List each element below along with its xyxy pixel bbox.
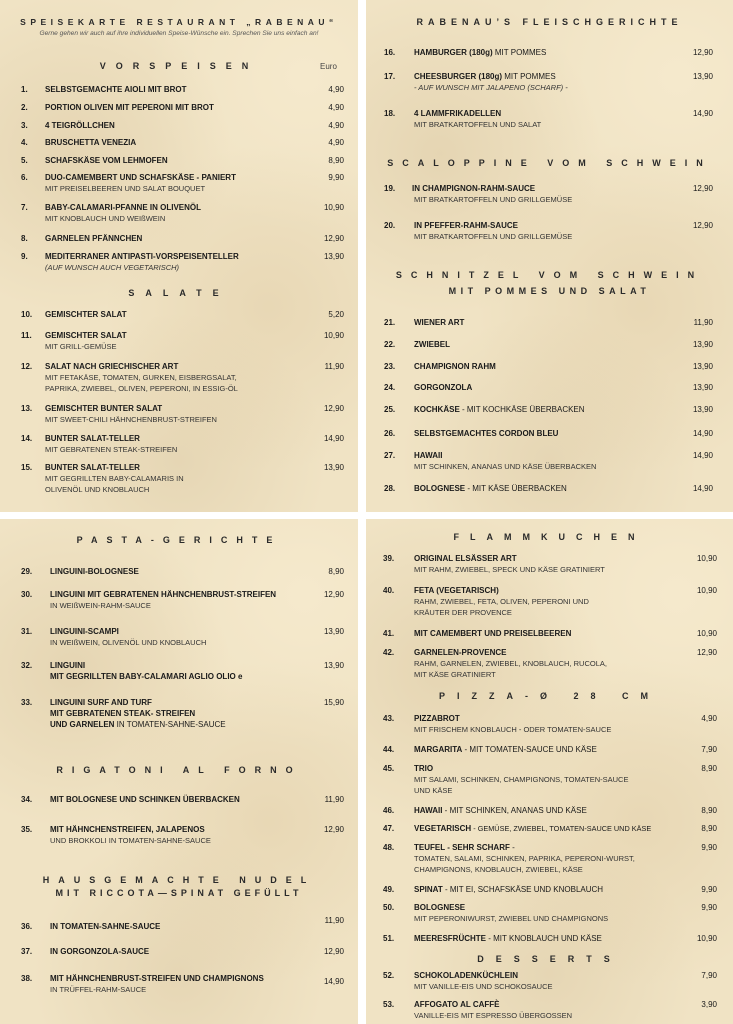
item-price: 10,90 bbox=[696, 629, 717, 638]
item-price: 11,90 bbox=[693, 318, 713, 327]
item-number: 50. bbox=[383, 903, 395, 912]
item-name: BUNTER SALAT-TELLER bbox=[45, 434, 140, 443]
section-heading-pasta: PASTA-GERICHTE bbox=[76, 535, 282, 545]
item-name: 4 LAMMFRIKADELLEN bbox=[414, 109, 502, 118]
item-price: 13,90 bbox=[692, 405, 713, 414]
item-name: ORIGINAL ELSÄSSER ART bbox=[414, 554, 517, 563]
section-heading-vorspeisen: VORSPEISEN bbox=[99, 61, 259, 71]
item-name: SCHOKOLADENKÜCHLEIN bbox=[414, 971, 518, 980]
item-name-rest: IN TOMATEN-SAHNE-SAUCE bbox=[114, 720, 226, 729]
item-description: UND KÄSE bbox=[414, 786, 453, 795]
section-heading-schnitzel: SCHNITZEL VOM SCHWEIN bbox=[395, 270, 704, 280]
item-number: 6. bbox=[21, 173, 28, 182]
item-number: 21. bbox=[384, 318, 396, 327]
item-number: 45. bbox=[383, 764, 395, 773]
item-name: IN CHAMPIGNON-RAHM-SAUCE bbox=[412, 184, 536, 193]
item-number: 31. bbox=[21, 627, 33, 636]
item-number: 23. bbox=[384, 362, 396, 371]
item-number: 1. bbox=[21, 85, 28, 94]
item-name: SELBSTGEMACHTE AIOLI MIT BROT bbox=[45, 85, 187, 94]
item-price: 15,90 bbox=[323, 698, 344, 707]
item-name: VEGETARISCH bbox=[414, 824, 472, 833]
item-number: 52. bbox=[383, 971, 395, 980]
item-name: DUO-CAMEMBERT UND SCHAFSKÄSE - PANIERT bbox=[45, 173, 236, 182]
item-number: 15. bbox=[21, 463, 33, 472]
item-name: MARGARITA bbox=[414, 745, 463, 754]
panel-flammkuchen-pizza-desserts bbox=[366, 519, 733, 1024]
item-number: 47. bbox=[383, 824, 395, 833]
item-description: MIT PREISELBEEREN UND SALAT BOUQUET bbox=[45, 184, 206, 193]
item-name: GARNELEN PFÄNNCHEN bbox=[45, 234, 143, 243]
item-price: 4,90 bbox=[328, 85, 344, 94]
item-description: MIT GRILL-GEMÜSE bbox=[45, 342, 117, 351]
item-name: SALAT NACH GRIECHISCHER ART bbox=[45, 362, 179, 371]
item-description: MIT GEBRATENEN STEAK-STREIFEN bbox=[45, 445, 178, 454]
item-name: WIENER ART bbox=[414, 318, 465, 327]
item-name-line2: MIT GEGRILLTEN BABY-CALAMARI AGLIO OLIO e bbox=[50, 672, 243, 681]
item-number: 43. bbox=[383, 714, 395, 723]
item-price: 13,90 bbox=[323, 463, 344, 472]
item-name-rest: - MIT EI, SCHAFSKÄSE UND KNOBLAUCH bbox=[442, 885, 604, 894]
item-price: 10,90 bbox=[696, 586, 717, 595]
item-name: GORGONZOLA bbox=[414, 383, 473, 392]
item-number: 20. bbox=[384, 221, 396, 230]
item-name: BOLOGNESE bbox=[414, 903, 466, 912]
section-heading-desserts: DESSERTS bbox=[477, 954, 622, 964]
item-name: MIT HÄHNCHENSTREIFEN, JALAPENOS bbox=[50, 825, 205, 834]
item-description: MIT GEGRILLTEN BABY-CALAMARIS IN bbox=[45, 474, 184, 483]
item-number: 27. bbox=[384, 451, 396, 460]
item-name-rest: - MIT TOMATEN-SAUCE UND KÄSE bbox=[462, 745, 597, 754]
item-price: 14,90 bbox=[323, 977, 344, 986]
item-price: 9,90 bbox=[701, 903, 717, 912]
item-number: 51. bbox=[383, 934, 395, 943]
item-name: LINGUINI-SCAMPI bbox=[50, 627, 119, 636]
item-number: 30. bbox=[21, 590, 33, 599]
item-name-rest: MIT POMMES bbox=[492, 48, 547, 57]
item-number: 38. bbox=[21, 974, 33, 983]
section-heading-flammkuchen: FLAMMKUCHEN bbox=[453, 532, 646, 542]
item-price: 12,90 bbox=[323, 404, 344, 413]
item-price: 12,90 bbox=[692, 221, 713, 230]
item-description: RAHM, ZWIEBEL, FETA, OLIVEN, PEPERONI UND bbox=[414, 597, 589, 606]
item-description: MIT SWEET-CHILI HÄHNCHENBRUST-STREIFEN bbox=[45, 415, 217, 424]
item-number: 39. bbox=[383, 554, 395, 563]
item-name: LINGUINI bbox=[50, 661, 86, 670]
item-description: MIT KÄSE GRATINIERT bbox=[414, 670, 496, 679]
item-name: SPINAT bbox=[414, 885, 443, 894]
item-description: MIT BRATKARTOFFELN UND SALAT bbox=[414, 120, 542, 129]
section-subheading-nudel: MIT RICCOTA—SPINAT GEFÜLLT bbox=[55, 888, 303, 898]
section-subheading-schnitzel: MIT POMMES UND SALAT bbox=[448, 286, 651, 296]
item-number: 32. bbox=[21, 661, 33, 670]
item-price: 12,90 bbox=[323, 234, 344, 243]
item-description: MIT VANILLE-EIS UND SCHOKOSAUCE bbox=[414, 982, 553, 991]
item-description: CHAMPIGNONS, KNOBLAUCH, ZWIEBEL, KÄSE bbox=[414, 865, 583, 874]
section-heading-pizza: PIZZA-Ø 28 CM bbox=[438, 691, 660, 701]
item-number: 44. bbox=[383, 745, 395, 754]
item-price: 14,90 bbox=[692, 451, 713, 460]
item-number: 9. bbox=[21, 252, 28, 261]
item-price: 13,90 bbox=[692, 340, 713, 349]
item-price: 7,90 bbox=[701, 745, 717, 754]
item-name: HAWAII bbox=[414, 806, 443, 815]
item-number: 22. bbox=[384, 340, 396, 349]
item-number: 37. bbox=[21, 947, 33, 956]
item-price: 14,90 bbox=[692, 429, 713, 438]
item-name: GEMISCHTER SALAT bbox=[45, 310, 127, 319]
item-name: FETA (VEGETARISCH) bbox=[414, 586, 499, 595]
item-number: 46. bbox=[383, 806, 395, 815]
item-price: 14,90 bbox=[692, 109, 713, 118]
item-price: 13,90 bbox=[323, 661, 344, 670]
item-name: BOLOGNESE bbox=[414, 484, 466, 493]
item-number: 11. bbox=[21, 331, 32, 340]
item-name: CHEESBURGER (180g) bbox=[414, 72, 503, 81]
item-description: MIT FRISCHEM KNOBLAUCH - ODER TOMATEN-SAUCE bbox=[414, 725, 612, 734]
section-heading-rigatoni: RIGATONI AL FORNO bbox=[56, 765, 302, 775]
item-price: 13,90 bbox=[692, 362, 713, 371]
item-name-rest: - MIT KÄSE ÜBERBACKEN bbox=[465, 484, 567, 493]
item-number: 42. bbox=[383, 648, 395, 657]
item-name: MEDITERRANER ANTIPASTI-VORSPEISENTELLER bbox=[45, 252, 239, 261]
item-description: MIT BRATKARTOFFELN UND GRILLGEMÜSE bbox=[414, 195, 573, 204]
item-name: SCHAFSKÄSE VOM LEHMOFEN bbox=[45, 156, 168, 165]
item-number: 53. bbox=[383, 1000, 395, 1009]
item-price: 9,90 bbox=[701, 843, 717, 852]
item-name: IN PFEFFER-RAHM-SAUCE bbox=[414, 221, 518, 230]
item-description: IN WEIßWEIN-RAHM-SAUCE bbox=[50, 601, 151, 610]
item-description: MIT RAHM, ZWIEBEL, SPECK UND KÄSE GRATINIERT bbox=[414, 565, 605, 574]
item-description: MIT BRATKARTOFFELN UND GRILLGEMÜSE bbox=[414, 232, 573, 241]
item-name: BUNTER SALAT-TELLER bbox=[45, 463, 140, 472]
item-price: 13,90 bbox=[323, 252, 344, 261]
item-number: 13. bbox=[21, 404, 33, 413]
item-name-line2: MIT GEBRATENEN STEAK- STREIFEN bbox=[50, 709, 196, 718]
item-price: 10,90 bbox=[323, 203, 344, 212]
item-number: 7. bbox=[21, 203, 28, 212]
item-description: (AUF WUNSCH AUCH VEGETARISCH) bbox=[45, 263, 180, 272]
item-name-line3: UND GARNELEN bbox=[50, 720, 115, 729]
item-price: 3,90 bbox=[701, 1000, 717, 1009]
item-name: GEMISCHTER SALAT bbox=[45, 331, 127, 340]
item-price: 4,90 bbox=[328, 138, 344, 147]
item-number: 29. bbox=[21, 567, 33, 576]
item-name: PORTION OLIVEN MIT PEPERONI MIT BROT bbox=[45, 103, 214, 112]
item-price: 11,90 bbox=[324, 795, 344, 804]
item-number: 3. bbox=[21, 121, 28, 130]
item-number: 16. bbox=[384, 48, 396, 57]
item-number: 34. bbox=[21, 795, 33, 804]
item-name: SELBSTGEMACHTES CORDON BLEU bbox=[414, 429, 559, 438]
section-heading-scaloppine: SCALOPPINE VOM SCHWEIN bbox=[387, 158, 712, 168]
item-description: - AUF WUNSCH MIT JALAPENO (SCHARF) - bbox=[414, 83, 568, 92]
item-description: MIT KNOBLAUCH UND WEIßWEIN bbox=[45, 214, 166, 223]
item-description: MIT SCHINKEN, ANANAS UND KÄSE ÜBERBACKEN bbox=[414, 462, 597, 471]
item-price: 12,90 bbox=[323, 825, 344, 834]
item-name-rest: - MIT SCHINKEN, ANANAS UND KÄSE bbox=[442, 806, 587, 815]
panel-vorspeisen-salate bbox=[0, 0, 358, 512]
item-price: 7,90 bbox=[701, 971, 717, 980]
item-name-rest: - MIT KNOBLAUCH UND KÄSE bbox=[486, 934, 602, 943]
item-price: 13,90 bbox=[323, 627, 344, 636]
item-number: 12. bbox=[21, 362, 33, 371]
item-price: 10,90 bbox=[696, 934, 717, 943]
item-number: 49. bbox=[383, 885, 395, 894]
item-description: MIT SALAMI, SCHINKEN, CHAMPIGNONS, TOMATEN-SAUCE bbox=[414, 775, 629, 784]
item-name: GEMISCHTER BUNTER SALAT bbox=[45, 404, 163, 413]
item-name: PIZZABROT bbox=[414, 714, 460, 723]
item-name: BABY-CALAMARI-PFANNE IN OLIVENÖL bbox=[45, 203, 201, 212]
item-name: MIT CAMEMBERT UND PREISELBEEREN bbox=[414, 629, 572, 638]
item-price: 13,90 bbox=[692, 383, 713, 392]
item-number: 17. bbox=[384, 72, 396, 81]
item-price: 14,90 bbox=[692, 484, 713, 493]
item-name: HAWAII bbox=[414, 451, 443, 460]
item-number: 33. bbox=[21, 698, 33, 707]
item-description: PAPRIKA, ZWIEBEL, OLIVEN, PEPERONI, IN ESSIG-ÖL bbox=[45, 384, 238, 393]
item-number: 19. bbox=[384, 184, 396, 193]
item-number: 28. bbox=[384, 484, 396, 493]
item-price: 10,90 bbox=[696, 554, 717, 563]
item-price: 11,90 bbox=[324, 916, 344, 925]
item-name: 4 TEIGRÖLLCHEN bbox=[45, 121, 115, 130]
item-description: IN WEIßWEIN, OLIVENÖL UND KNOBLAUCH bbox=[50, 638, 207, 647]
item-price: 11,90 bbox=[324, 362, 344, 371]
item-name: TRIO bbox=[414, 764, 434, 773]
menu-title: SPEISEKARTE RESTAURANT „RABENAU“ bbox=[20, 17, 338, 27]
item-number: 10. bbox=[21, 310, 33, 319]
item-price: 5,20 bbox=[328, 310, 344, 319]
item-price: 13,90 bbox=[692, 72, 713, 81]
item-name: ZWIEBEL bbox=[414, 340, 450, 349]
item-description: MIT PEPERONIWURST, ZWIEBEL UND CHAMPIGNONS bbox=[414, 914, 609, 923]
item-number: 26. bbox=[384, 429, 396, 438]
item-price: 4,90 bbox=[328, 121, 344, 130]
item-description: KRÄUTER DER PROVENCE bbox=[414, 608, 512, 617]
item-price: 12,90 bbox=[696, 648, 717, 657]
item-name: GARNELEN-PROVENCE bbox=[414, 648, 507, 657]
item-name: MEERESFRÜCHTE bbox=[414, 934, 487, 943]
item-description: IN TRÜFFEL-RAHM-SAUCE bbox=[50, 985, 147, 994]
item-number: 2. bbox=[21, 103, 28, 112]
item-price: 10,90 bbox=[323, 331, 344, 340]
item-price: 12,90 bbox=[692, 184, 713, 193]
item-number: 14. bbox=[21, 434, 33, 443]
item-name: LINGUINI MIT GEBRATENEN HÄHNCHENBRUST-STREIFEN bbox=[50, 590, 277, 599]
item-name: LINGUINI-BOLOGNESE bbox=[50, 567, 139, 576]
item-number: 8. bbox=[21, 234, 28, 243]
item-price: 8,90 bbox=[701, 764, 717, 773]
panel-pasta-nudel bbox=[0, 519, 358, 1024]
item-name: CHAMPIGNON RAHM bbox=[414, 362, 496, 371]
item-number: 24. bbox=[384, 383, 396, 392]
item-number: 40. bbox=[383, 586, 395, 595]
currency-label: Euro bbox=[320, 62, 337, 71]
item-name: KOCHKÄSE bbox=[414, 405, 460, 414]
item-name-rest: - GEMÜSE, ZWIEBEL, TOMATEN-SAUCE UND KÄSE bbox=[471, 824, 652, 833]
item-name: LINGUINI SURF AND TURF bbox=[50, 698, 152, 707]
item-number: 35. bbox=[21, 825, 33, 834]
item-price: 12,90 bbox=[323, 947, 344, 956]
item-name-rest: - MIT KOCHKÄSE ÜBERBACKEN bbox=[459, 405, 585, 414]
item-description: RAHM, GARNELEN, ZWIEBEL, KNOBLAUCH, RUCOLA, bbox=[414, 659, 607, 668]
section-heading-nudel: HAUSGEMACHTE NUDEL bbox=[42, 875, 316, 885]
item-number: 5. bbox=[21, 156, 28, 165]
item-number: 36. bbox=[21, 922, 33, 931]
item-name: AFFOGATO AL CAFFÈ bbox=[414, 1000, 500, 1009]
section-heading-fleisch: RABENAU’S FLEISCHGERICHTE bbox=[416, 17, 683, 27]
item-price: 8,90 bbox=[328, 156, 344, 165]
item-name-rest: - bbox=[509, 843, 515, 852]
item-price: 12,90 bbox=[692, 48, 713, 57]
item-price: 9,90 bbox=[701, 885, 717, 894]
item-description: UND BROKKOLI IN TOMATEN-SAHNE-SAUCE bbox=[50, 836, 211, 845]
item-name: MIT BOLOGNESE UND SCHINKEN ÜBERBACKEN bbox=[50, 795, 240, 804]
item-price: 9,90 bbox=[328, 173, 344, 182]
menu-subtitle: Gerne gehen wir auch auf ihre individuellen Speise-Wünsche ein. Sprechen Sie uns einfach an! bbox=[39, 30, 319, 37]
item-number: 4. bbox=[21, 138, 28, 147]
item-number: 25. bbox=[384, 405, 396, 414]
item-price: 14,90 bbox=[323, 434, 344, 443]
item-description: OLIVENÖL UND KNOBLAUCH bbox=[45, 485, 150, 494]
item-name-rest: MIT POMMES bbox=[502, 72, 556, 81]
item-description: MIT FETAKÄSE, TOMATEN, GURKEN, EISBERGSALAT, bbox=[45, 373, 237, 382]
item-description: VANILLE-EIS MIT ESPRESSO ÜBERGOSSEN bbox=[414, 1011, 573, 1020]
item-price: 12,90 bbox=[323, 590, 344, 599]
item-price: 8,90 bbox=[701, 824, 717, 833]
item-price: 4,90 bbox=[328, 103, 344, 112]
item-name: IN GORGONZOLA-SAUCE bbox=[50, 947, 150, 956]
panel-fleisch-schnitzel bbox=[366, 0, 733, 512]
item-description: TOMATEN, SALAMI, SCHINKEN, PAPRIKA, PEPERONI-WURST, bbox=[414, 854, 635, 863]
item-price: 8,90 bbox=[701, 806, 717, 815]
item-name: HAMBURGER (180g) bbox=[414, 48, 493, 57]
item-number: 41. bbox=[383, 629, 395, 638]
item-price: 8,90 bbox=[328, 567, 344, 576]
item-price: 4,90 bbox=[701, 714, 717, 723]
item-name: IN TOMATEN-SAHNE-SAUCE bbox=[50, 922, 161, 931]
item-number: 18. bbox=[384, 109, 396, 118]
item-name: BRUSCHETTA VENEZIA bbox=[45, 138, 137, 147]
item-number: 48. bbox=[383, 843, 395, 852]
item-name: MIT HÄHNCHENBRUST-STREIFEN UND CHAMPIGNONS bbox=[50, 974, 264, 983]
item-name: TEUFEL - SEHR SCHARF bbox=[414, 843, 510, 852]
section-heading-salate: SALATE bbox=[128, 288, 230, 298]
